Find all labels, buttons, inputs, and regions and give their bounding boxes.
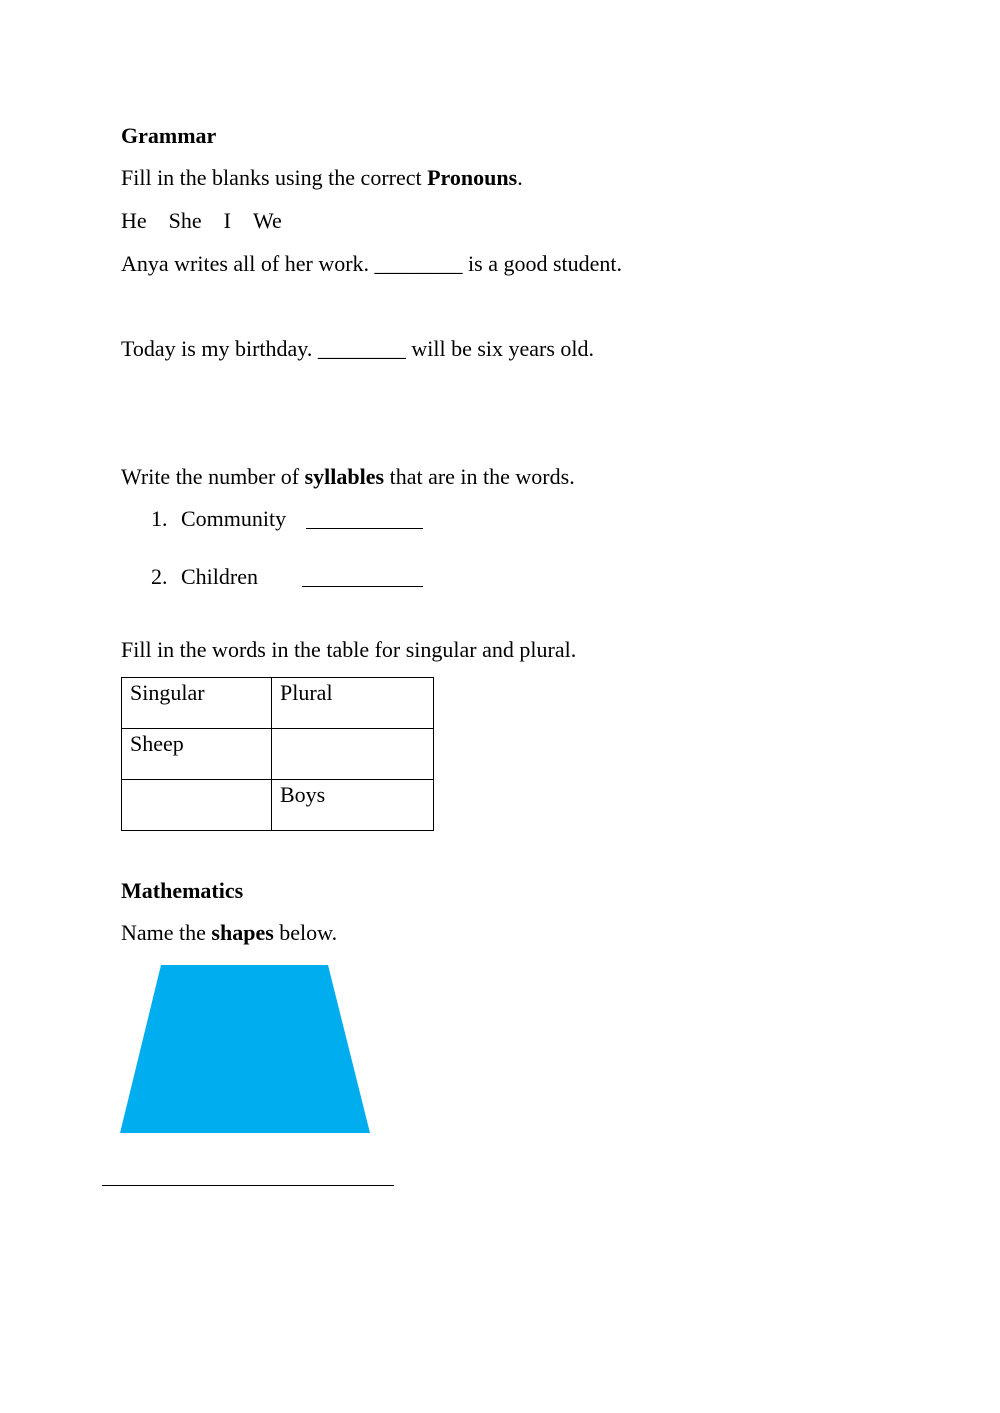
- plurals-instruction: Fill in the words in the table for singular and plural.: [121, 637, 577, 662]
- pronoun-we: We: [252, 208, 282, 233]
- pronoun-he: He: [121, 208, 147, 233]
- syllable-answer-line[interactable]: [302, 586, 423, 587]
- pronouns-instruction-prefix: Fill in the blanks using the correct: [121, 165, 428, 190]
- table-cell: Boys: [272, 780, 434, 831]
- table-row: [122, 780, 434, 831]
- shapes-instruction-bold: shapes: [211, 920, 274, 945]
- syllable-item-word: Children: [181, 564, 258, 589]
- syllables-instruction-bold: syllables: [304, 464, 385, 489]
- trapezium-shape: [118, 963, 374, 1136]
- table-header-row: [122, 678, 434, 729]
- sentence-2-blank[interactable]: ________: [317, 336, 406, 361]
- pronoun-word-bank: [121, 210, 304, 232]
- syllable-item-number: 1.: [151, 506, 168, 531]
- pronoun-sentence-2: [121, 338, 594, 360]
- sentence-1-blank[interactable]: ________: [374, 251, 463, 276]
- pronouns-instruction-bold: Pronouns: [427, 165, 518, 190]
- syllables-instruction-prefix: Write the number of: [121, 464, 305, 489]
- mathematics-heading: Mathematics: [121, 878, 244, 903]
- header-plural: Plural: [272, 678, 434, 729]
- sentence-1-before: Anya writes all of her work.: [121, 251, 375, 276]
- pronouns-instruction: [121, 167, 523, 189]
- table-cell-answer[interactable]: [122, 780, 272, 831]
- shapes-instruction: [121, 922, 337, 944]
- shapes-instruction-prefix: Name the: [121, 920, 212, 945]
- trapezium-fill: [120, 965, 370, 1133]
- pronouns-instruction-suffix: .: [517, 165, 523, 190]
- syllables-instruction: [121, 466, 575, 488]
- table-cell: Sheep: [122, 729, 272, 780]
- sentence-2-after: will be six years old.: [405, 336, 595, 361]
- pronoun-sentence-1: [121, 253, 622, 275]
- pronoun-she: She: [168, 208, 202, 233]
- syllables-instruction-suffix: that are in the words.: [384, 464, 575, 489]
- shapes-instruction-suffix: below.: [273, 920, 338, 945]
- header-singular: Singular: [122, 678, 272, 729]
- pronoun-i: I: [223, 208, 231, 233]
- table-cell-answer[interactable]: [272, 729, 434, 780]
- sentence-2-before: Today is my birthday.: [121, 336, 318, 361]
- syllable-item-number: 2.: [151, 564, 168, 589]
- shape-answer-line[interactable]: [102, 1185, 394, 1186]
- sentence-1-after: is a good student.: [462, 251, 623, 276]
- syllable-item-word: Community: [181, 506, 287, 531]
- plurals-table: [121, 677, 434, 831]
- table-row: [122, 729, 434, 780]
- grammar-heading: Grammar: [121, 123, 217, 148]
- syllable-answer-line[interactable]: [306, 528, 423, 529]
